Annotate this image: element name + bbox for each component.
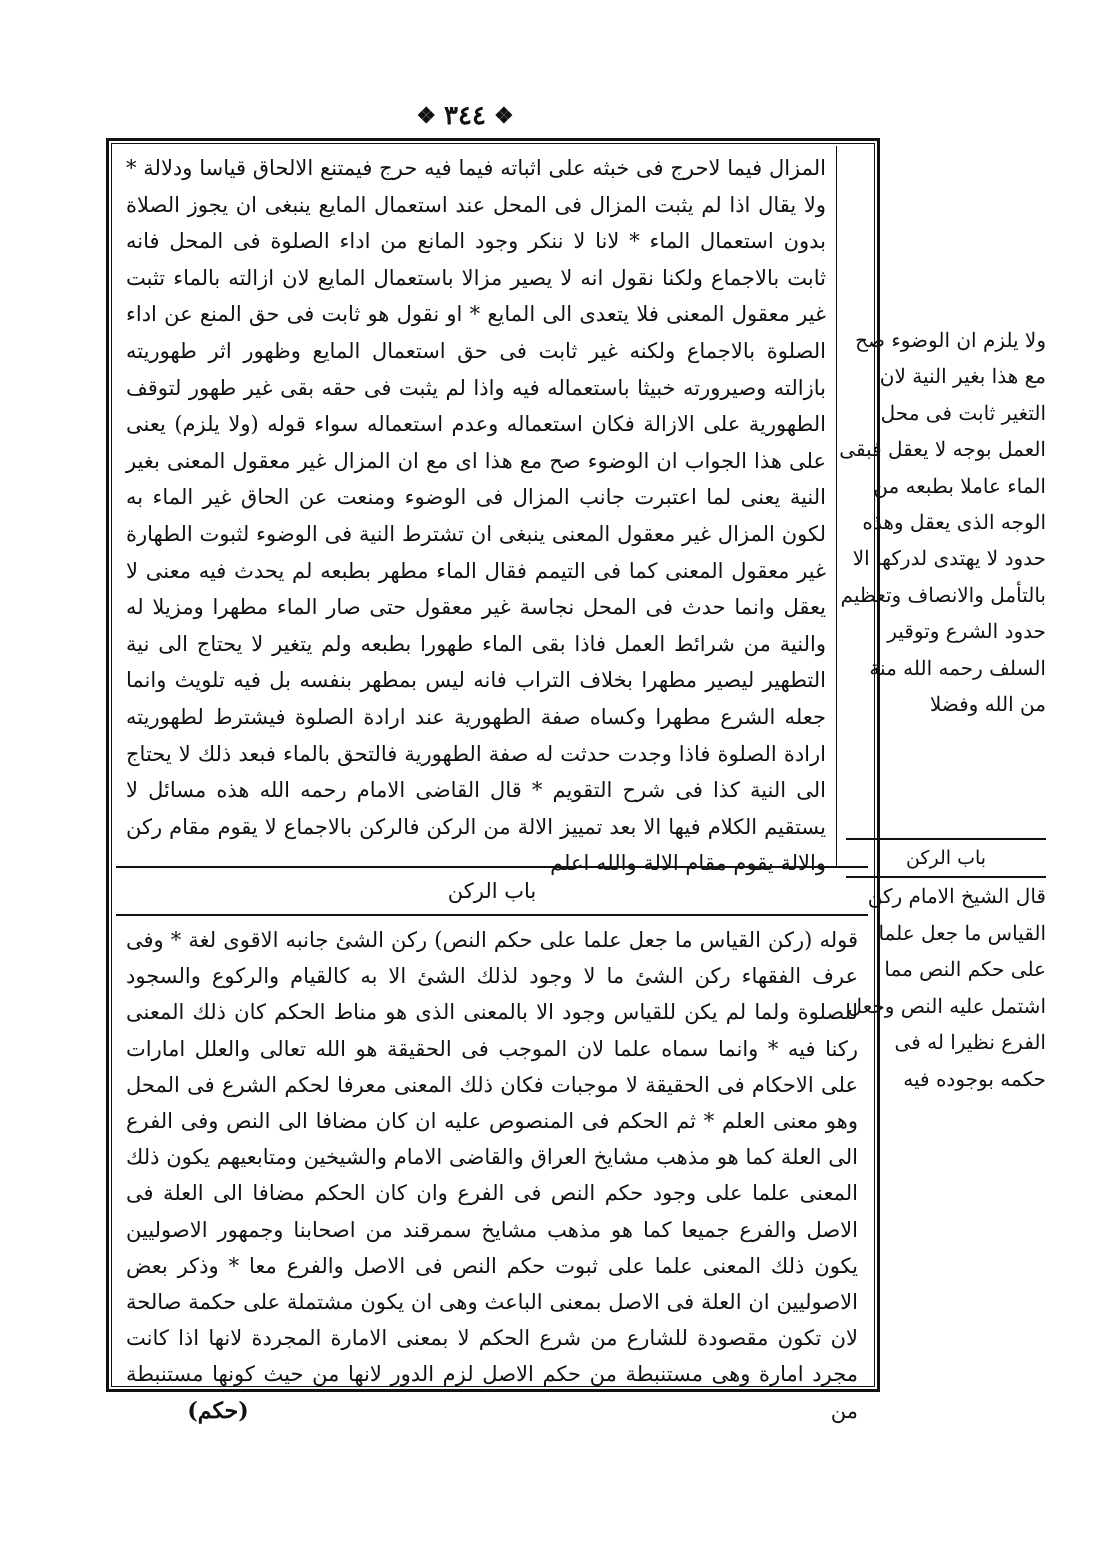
section-heading-text: باب الركن [447, 879, 537, 903]
section-heading [116, 866, 868, 916]
catchword: (حكم) [187, 1398, 249, 1424]
ornament-left-icon: ❖ [416, 103, 437, 129]
top-paragraph: المزال فيما لاحرج فى خبثه على اثباته فيما فيه حرج فيمتنع الالحاق قياسا ودلالة * ولا يقال اذا لم يثبت المزال فى المحل عند استعمال المايع ينبغى ان يجوز الصلاة بدون استعمال الماء * لانا لا ننكر وجود المانع من اداء الصلوة فى المحل فانه ثابت بالاجماع ولكنا نقول انه لا يصير مزالا باستعمال المايع لان ازالته بالماء تثبت غير معقول المعنى فلا يتعدى الى المايع * او نقول هو ثابت فى حق المنع عن اداء الصلوة بالاجماع ولكنه غير ثابت فى حق استعمال المايع وظهور اثر طهوريته بازالته وصيرورته خبيثا باستعماله فيه واذا لم يثبت فى حقه بقى غير طهور لتوقف الطهورية على الازالة فكان استعماله وعدم استعماله سواء قوله (ولا يلزم) يعنى على هذا الجواب ان الوضوء صح مع هذا اى مع ان المزال غير معقول المعنى بغير النية يعنى لما اعتبرت جانب المزال فى الوضوء ومنعت عن الحاق غير الماء به لكون المزال غير معقول المعنى ينبغى ان تشترط النية فى الوضوء لثبوت الطهارة غير معقول المعنى كما فى التيمم فقال الماء مطهر بطبعه لم يحدث فيه معنى لا يعقل وانما حدث فى المحل نجاسة غير معقول حتى صار الماء مطهرا ومزيلا له والنية من شرائط العمل فاذا بقى الماء طهورا بطبعه ولم يتغير لا يحتاج الى نية التطهير ليصير مطهرا بخلاف التراب فانه ليس بمطهر بنفسه بل فيه تلويث وانما جعله الشرع مطهرا وكساه صفة الطهورية عند ارادة الصلوة فيشترط لطهوريته ارادة الصلوة فاذا وجدت حدثت له صفة الطهورية فالتحق بالماء فبعد ذلك لا يحتاج الى النية كذا فى شرح التقويم * قال القاضى الامام رحمه الله هذه مسائل لا يستقيم الكلام فيها الا بعد تمييز الالة من الركن فالركن بالاجماع لا يقوم مقام ركن والالة يقوم مقام الالة والله اعلم [126, 156, 826, 876]
page-number [410, 96, 520, 136]
margin-note-top [838, 322, 1046, 842]
margin-note-top-text: ولا يلزم ان الوضوء صح مع هذا بغير النية لان التغير ثابت فى محل العمل بوجه لا يعقل فبقى الماء عاملا بطبعه من الوجه الذى يعقل وهذه حدود لا يهتدى لدركها الا بالتأمل والانصاف وتعظيم حدود الشرع وتوقير السلف رحمه الله منة من الله وفضلا [839, 328, 1046, 717]
page-number-text: ٣٤٤ [444, 101, 486, 131]
bottom-paragraph: قوله (ركن القياس ما جعل علما على حكم النص) ركن الشئ جانبه الاقوى لغة * وفى عرف الفقهاء ركن الشئ ما لا وجود لذلك الشئ الا به كالقيام والركوع والسجود للصلوة ولما لم يكن للقياس وجود الا بالمعنى الذى هو مناط الحكم كان ذلك المعنى ركنا فيه * وانما سماه علما لان الموجب فى الحقيقة هو الله تعالى والعلل امارات على الاحكام فى الحقيقة لا موجبات فكان ذلك المعنى معرفا لحكم الشرع فى المحل وهو معنى العلم * ثم الحكم فى المنصوص عليه ان كان مضافا الى النص وفى الفرع الى العلة كما هو مذهب مشايخ العراق والقاضى الامام والشيخين ومتابعيهم يكون ذلك المعنى علما على وجود حكم النص فى الفرع وان كان الحكم مضافا الى العلة فى الاصل والفرع جميعا كما هو مذهب مشايخ سمرقند من اصحابنا وجمهور الاصوليين يكون ذلك المعنى علما على ثبوت حكم النص فى الاصل والفرع معا * وذكر بعض الاصوليين ان العلة فى الاصل بمعنى الباعث وهى ان يكون مشتملة على حكمة صالحة لان تكون مقصودة للشارع من شرع الحكم لا بمعنى الامارة المجردة لانها اذا كانت مجرد امارة وهى مستنبطة من حكم الاصل لزم الدور لانها من حيث كونها مستنبطة من [126, 928, 858, 1423]
margin-heading-text: باب الركن [905, 847, 987, 869]
ornament-right-icon: ❖ [493, 103, 514, 129]
margin-note-bottom-text: قال الشيخ الامام ركن القياس ما جعل علما على حكم النص مما اشتمل عليه النص وجعل الفرع نظيرا له فى حكمه بوجوده فيه [847, 884, 1046, 1091]
main-text-top [116, 146, 837, 876]
margin-heading [846, 838, 1046, 878]
margin-note-bottom [846, 878, 1046, 1158]
main-text-bottom [116, 918, 868, 1423]
